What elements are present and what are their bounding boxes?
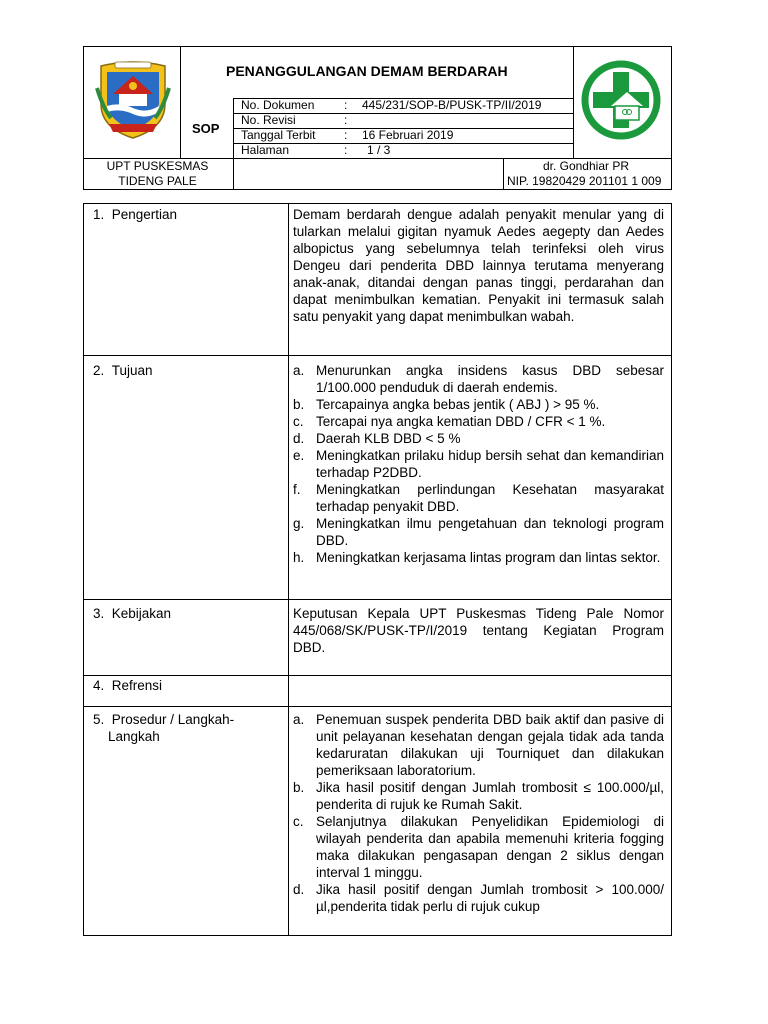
list-item [293, 430, 664, 447]
list-item [293, 711, 664, 779]
meta-sep: : [344, 128, 348, 142]
list-item [293, 413, 664, 430]
list-item-text: Jika hasil positif dengan Jumlah trombosit > 100.000/µl,penderita tidak perlu di rujuk cukup [316, 882, 664, 914]
section-content-pengertian [293, 206, 664, 325]
section-label-pengertian: 1. Pengertian [93, 207, 178, 222]
meta-label-tanggal-terbit: Tanggal Terbit [241, 128, 316, 142]
table-row-separator [83, 706, 672, 707]
org-name-line2: TIDENG PALE [118, 174, 197, 188]
section-label-prosedur [93, 711, 283, 745]
kebijakan-text: Keputusan Kepala UPT Puskesmas Tideng Pale Nomor 445/068/SK/PUSK-TP/I/2019 tentang Kegiatan Program DBD. [293, 606, 664, 655]
list-item-text: Tercapai nya angka kematian DBD / CFR < 1 %. [316, 414, 606, 429]
puskesmas-logo-icon [581, 60, 661, 142]
document-title: PENANGGULANGAN DEMAM BERDARAH [226, 63, 508, 79]
header-border-top [83, 46, 672, 47]
list-item-text: Jika hasil positif dengan Jumlah trombosit ≤ 100.000/µl, penderita di rujuk ke Rumah Sakit. [316, 780, 664, 812]
meta-sep: : [344, 98, 348, 112]
header-divider-right-logo [573, 46, 574, 158]
table-border-bottom [83, 935, 672, 936]
section-label-refrensi: 4. Refrensi [93, 678, 163, 693]
table-column-divider [288, 203, 289, 936]
header-divider-sop [233, 98, 234, 190]
list-marker: f. [293, 482, 301, 497]
list-marker: d. [293, 431, 305, 446]
list-marker: e. [293, 448, 305, 463]
header-divider-logo [180, 46, 181, 158]
section-content-prosedur [293, 711, 664, 915]
list-marker: a. [293, 712, 305, 727]
list-marker: c. [293, 814, 304, 829]
header-border-left [83, 46, 84, 190]
list-item-text: Tercapainya angka bebas jentik ( ABJ ) > 95 %. [316, 397, 600, 412]
section-label-tujuan: 2. Tujuan [93, 363, 153, 378]
table-border-top [83, 203, 672, 204]
list-item [293, 481, 664, 515]
sop-content-table [83, 203, 672, 936]
meta-label-no-dokumen: No. Dokumen [241, 98, 315, 112]
section-label-kebijakan: 3. Kebijakan [93, 606, 172, 621]
list-item [293, 779, 664, 813]
prosedur-label-line2: Langkah [108, 729, 160, 744]
list-item-text: Meningkatkan ilmu pengetahuan dan teknologi program DBD. [316, 516, 664, 548]
list-marker: g. [293, 516, 305, 531]
org-name-line1: UPT PUSKESMAS [106, 159, 209, 173]
list-item [293, 549, 664, 566]
list-item-text: Meningkatkan kerjasama lintas program dan lintas sektor. [316, 550, 661, 565]
meta-sep: : [344, 143, 348, 157]
meta-value-halaman: 1 / 3 [367, 143, 391, 157]
list-item-text: Meningkatkan prilaku hidup bersih sehat dan kemandirian terhadap P2DBD. [316, 448, 664, 480]
table-row-separator [83, 675, 672, 676]
section-content-kebijakan [293, 605, 664, 656]
signer-nip: NIP. 19820429 201101 1 009 [507, 174, 662, 188]
prosedur-label-line1: 5. Prosedur / Langkah- [93, 712, 235, 727]
table-border-left [83, 203, 84, 936]
list-item [293, 813, 664, 881]
meta-value-tanggal-terbit: 16 Februari 2019 [362, 128, 454, 142]
list-marker: b. [293, 397, 305, 412]
table-row-separator [83, 355, 672, 356]
header-divider-signer [503, 158, 504, 190]
list-item-text: Selanjutnya dilakukan Penyelidikan Epidemiologi di wilayah penderita dan apabila memenuhi kriteria fogging maka dilakukan pengasapan dengan 2 siklus dengan interval 1 minggu. [316, 814, 664, 880]
table-row-separator [83, 599, 672, 600]
list-marker: c. [293, 414, 304, 429]
list-marker: b. [293, 780, 305, 795]
regency-emblem-icon [95, 58, 171, 140]
list-item-text: Daerah KLB DBD < 5 % [316, 431, 461, 446]
meta-value-no-dokumen: 445/231/SOP-B/PUSK-TP/II/2019 [362, 98, 542, 112]
list-item [293, 396, 664, 413]
table-border-right [671, 203, 672, 936]
list-item [293, 447, 664, 481]
list-marker: d. [293, 882, 305, 897]
meta-sep: : [344, 113, 348, 127]
sop-label: SOP [192, 121, 220, 136]
tujuan-list [293, 362, 664, 566]
list-item-text: Penemuan suspek penderita DBD baik aktif dan pasive di unit pelayanan kesehatan dengan gejala tidak ada tanda kedaruratan dilakukan uji Tourniquet dan dilakukan pemeriksaan laboratorium. [316, 712, 664, 778]
list-item [293, 362, 664, 396]
section-content-tujuan [293, 362, 664, 566]
list-item-text: Meningkatkan perlindungan Kesehatan masyarakat terhadap penyakit DBD. [316, 482, 664, 514]
meta-label-no-revisi: No. Revisi [241, 113, 296, 127]
list-item [293, 881, 664, 915]
list-marker: a. [293, 363, 305, 378]
header-border-bottom [83, 189, 672, 190]
meta-label-halaman: Halaman [241, 143, 290, 157]
list-item [293, 515, 664, 549]
prosedur-list [293, 711, 664, 915]
signer-name: dr. Gondhiar PR [542, 159, 629, 173]
header-border-right [671, 46, 672, 190]
document-header [83, 46, 672, 190]
list-item-text: Menurunkan angka insidens kasus DBD sebesar 1/100.000 penduduk di daerah endemis. [316, 363, 664, 395]
list-marker: h. [293, 550, 305, 565]
pengertian-text: Demam berdarah dengue adalah penyakit menular yang di tularkan melalui gigitan nyamuk Aedes aegepty dan Aedes albopictus yang sebelumnya telah terinfeksi oleh virus Dengeu dari penderita DBD lainnya terutama menyerang anak-anak, ditandai dengan panas tinggi, perdarahan dan dapat menimbulkan kematian. Penyakit ini termasuk salah satu penyakit yang dapat menimbulkan wabah. [293, 207, 664, 324]
